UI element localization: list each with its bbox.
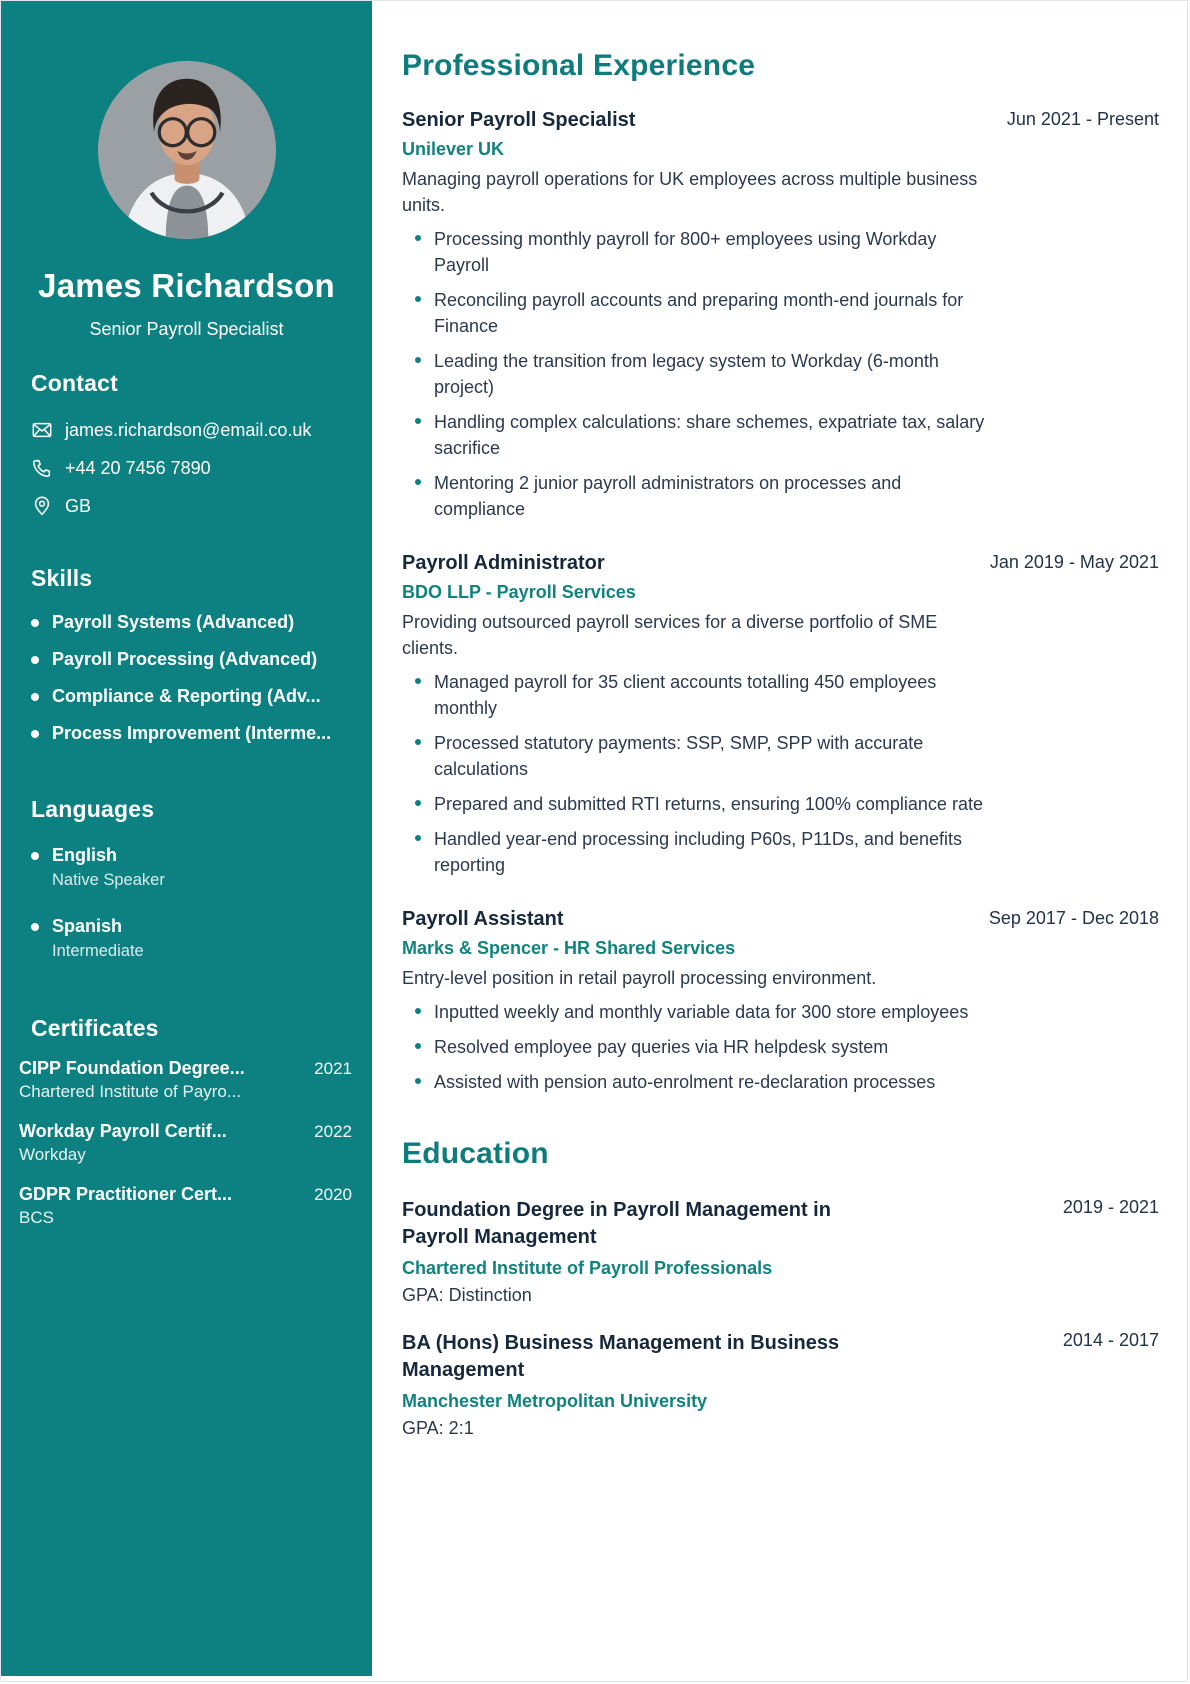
contact-phone: +44 20 7456 7890 [65,457,211,478]
skill-label: Process Improvement (Interme... [52,723,332,743]
bullet-dot [415,739,421,745]
bullet-dot [31,852,39,860]
job-bullet [402,287,987,339]
job-bullet [402,1069,987,1095]
job-bullet [402,730,987,782]
job-title: Payroll Administrator [402,552,605,574]
bullet-dot [415,235,421,241]
language-name: Spanish [52,916,123,936]
contact-location: GB [65,495,92,516]
certificate-title: GDPR Practitioner Cert... [19,1184,233,1204]
certificates-heading: Certificates [31,1015,159,1041]
language-level: Intermediate [52,942,144,960]
experience-entry [402,109,1159,522]
experience-heading: Professional Experience [402,49,756,82]
contact-phone-row [31,457,348,479]
bullet-dot [415,800,421,806]
certificate-title: CIPP Foundation Degree... [19,1058,245,1078]
skill-item [31,723,348,744]
education-heading: Education [402,1137,549,1170]
certificate-item [19,1058,352,1102]
education-entry [402,1197,1159,1306]
contact-email: james.richardson@email.co.uk [65,419,312,440]
job-title: Payroll Assistant [402,908,564,930]
job-dates: Sep 2017 - Dec 2018 [988,908,1159,928]
certificate-org: BCS [19,1208,54,1227]
bullet-dot [31,923,39,931]
profile-photo-illustration [98,61,276,239]
bullet-dot [31,656,39,664]
contact-location-row [31,495,348,517]
job-bullet-text: Processed statutory payments: SSP, SMP, SPP with accurate calculations [434,733,924,779]
profile-photo [98,61,276,239]
bullet-dot [31,730,39,738]
bullet-dot [415,296,421,302]
job-bullet [402,826,987,878]
certificate-org: Workday [19,1145,86,1164]
contact-email-row [31,419,348,441]
language-name: English [52,845,118,865]
job-bullet [402,999,987,1025]
education-school: Chartered Institute of Payroll Professionals [402,1258,773,1278]
job-bullet-text: Resolved employee pay queries via HR helpdesk system [434,1037,889,1057]
job-bullet [402,226,987,278]
phone-icon [31,457,53,479]
bullet-dot [415,1043,421,1049]
job-company: Marks & Spencer - HR Shared Services [402,938,736,958]
skill-list [31,612,348,744]
skill-label: Payroll Systems (Advanced) [52,612,295,632]
contact-section [1,370,372,517]
education-school: Manchester Metropolitan University [402,1391,708,1411]
job-bullet-list [402,669,987,878]
job-bullet [402,348,987,400]
bullet-dot [415,1008,421,1014]
job-bullet-text: Leading the transition from legacy system to Workday (6-month project) [434,351,939,397]
job-bullet [402,409,987,461]
job-bullet-text: Reconciling payroll accounts and preparing month-end journals for Finance [434,290,964,336]
sidebar [1,1,372,1676]
bullet-dot [415,678,421,684]
skill-item [31,686,348,707]
job-bullet-text: Assisted with pension auto-enrolment re-declaration processes [434,1072,936,1092]
job-bullet [402,470,987,522]
degree-title: BA (Hons) Business Management in Business Management [402,1332,840,1381]
bullet-dot [415,418,421,424]
language-item [31,845,348,890]
certificates-section [1,1015,372,1228]
job-bullet-text: Handled year-end processing including P60s, P11Ds, and benefits reporting [434,829,962,875]
job-description: Providing outsourced payroll services for a diverse portfolio of SME clients. [402,612,938,658]
person-name: James Richardson [38,267,335,304]
certificate-item [19,1121,352,1165]
language-level: Native Speaker [52,871,165,889]
language-item [31,916,348,961]
job-description: Entry-level position in retail payroll processing environment. [402,968,877,988]
skills-section [1,565,372,744]
job-dates: Jun 2021 - Present [1006,109,1159,129]
certificate-list [19,1058,352,1228]
job-bullet [402,1034,987,1060]
job-bullet-text: Mentoring 2 junior payroll administrators on processes and compliance [434,473,902,519]
job-bullet-list [402,226,987,522]
skill-item [31,612,348,633]
bullet-dot [415,479,421,485]
person-job-title: Senior Payroll Specialist [89,319,284,339]
job-bullet [402,669,987,721]
job-title: Senior Payroll Specialist [402,109,636,131]
job-bullet [402,791,987,817]
job-company: BDO LLP - Payroll Services [402,582,636,602]
certificate-org: Chartered Institute of Payro... [19,1082,242,1101]
job-bullet-list [402,999,987,1095]
job-bullet-text: Prepared and submitted RTI returns, ensuring 100% compliance rate [434,794,983,814]
education-gpa: GPA: 2:1 [402,1418,474,1438]
language-list [31,845,348,961]
education-gpa: GPA: Distinction [402,1285,532,1305]
bullet-dot [415,357,421,363]
education-entry [402,1330,1159,1439]
job-bullet-text: Handling complex calculations: share schemes, expatriate tax, salary sacrifice [434,412,985,458]
bullet-dot [415,1078,421,1084]
education-dates: 2019 - 2021 [1062,1197,1159,1217]
bullet-dot [415,835,421,841]
skill-label: Payroll Processing (Advanced) [52,649,318,669]
languages-section [1,796,372,961]
contact-heading: Contact [31,370,119,396]
certificate-year: 2022 [314,1122,352,1141]
skills-heading: Skills [31,565,93,591]
experience-entry [402,908,1159,1095]
skill-label: Compliance & Reporting (Adv... [52,686,321,706]
job-dates: Jan 2019 - May 2021 [989,552,1159,572]
envelope-icon [31,419,53,441]
degree-title: Foundation Degree in Payroll Management in Payroll Management [402,1199,831,1248]
education-dates: 2014 - 2017 [1062,1330,1159,1350]
certificate-item [19,1184,352,1228]
job-description: Managing payroll operations for UK employees across multiple business units. [402,169,978,215]
skill-item [31,649,348,670]
experience-entry [402,552,1159,878]
job-bullet-text: Managed payroll for 35 client accounts totalling 450 employees monthly [434,672,937,718]
job-bullet-text: Inputted weekly and monthly variable data for 300 store employees [434,1002,969,1022]
job-company: Unilever UK [402,139,505,159]
main-content [372,1,1187,1681]
certificate-year: 2020 [314,1185,352,1204]
certificate-year: 2021 [314,1059,352,1078]
location-pin-icon [31,495,53,517]
languages-heading: Languages [31,796,155,822]
bullet-dot [31,619,39,627]
bullet-dot [31,693,39,701]
certificate-title: Workday Payroll Certif... [19,1121,227,1141]
job-bullet-text: Processing monthly payroll for 800+ employees using Workday Payroll [434,229,937,275]
